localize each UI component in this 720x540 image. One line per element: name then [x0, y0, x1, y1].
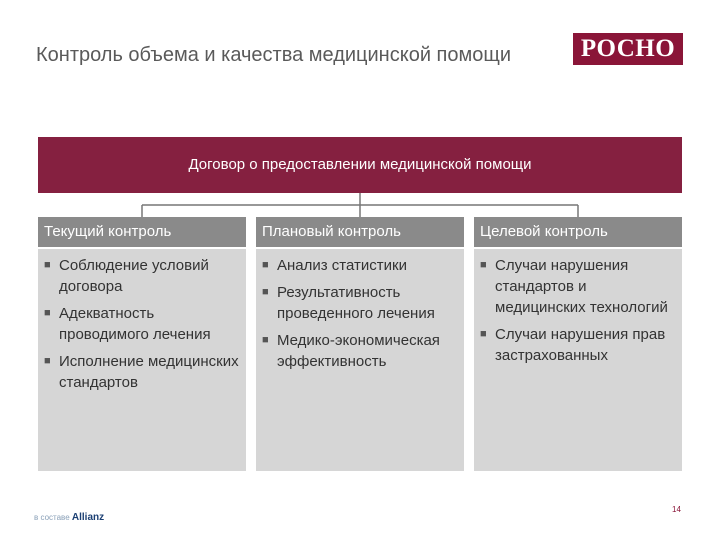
bullet-icon: ■ [480, 328, 487, 340]
allianz-footer [34, 512, 104, 523]
column-body [474, 249, 682, 471]
contract-box: Договор о предоставлении медицинской помощи [38, 137, 682, 193]
list-item: ■ Соблюдение условий договора [44, 257, 209, 295]
bullet-icon: ■ [44, 307, 51, 319]
list-item: ■ Исполнение медицинских стандартов [44, 353, 239, 391]
allianz-logo: Allianz [71, 512, 105, 523]
column-planned-control [256, 217, 464, 471]
list-item: ■ Адекватность проводимого лечения [44, 305, 211, 343]
column-body [256, 249, 464, 471]
bullet-icon: ■ [262, 334, 269, 346]
column-targeted-control [474, 217, 682, 471]
rosno-logo: РОСНО [573, 33, 683, 65]
list-item: ■ Результативность проведенного лечения [262, 284, 435, 322]
footer-prefix: в составе [34, 513, 70, 522]
column-current-control [38, 217, 246, 471]
bullet-icon: ■ [44, 259, 51, 271]
bullet-icon: ■ [480, 259, 487, 271]
list-item: ■ Случаи нарушения прав застрахованных [480, 326, 666, 364]
column-heading: Текущий контроль [38, 217, 246, 247]
list-item: ■ Случаи нарушения стандартов и медицинских технологий [480, 257, 668, 316]
column-heading: Целевой контроль [474, 217, 682, 247]
bullet-icon: ■ [262, 286, 269, 298]
column-body [38, 249, 246, 471]
list-item: ■ Анализ статистики [262, 257, 407, 274]
page-title: Контроль объема и качества медицинской помощи [36, 44, 512, 66]
bullet-icon: ■ [44, 355, 51, 367]
list-item: ■ Медико-экономическая эффективность [262, 332, 440, 370]
column-heading: Плановый контроль [256, 217, 464, 247]
bullet-icon: ■ [262, 259, 269, 271]
page-number: 14 [672, 505, 681, 514]
connector-lines [0, 193, 720, 219]
